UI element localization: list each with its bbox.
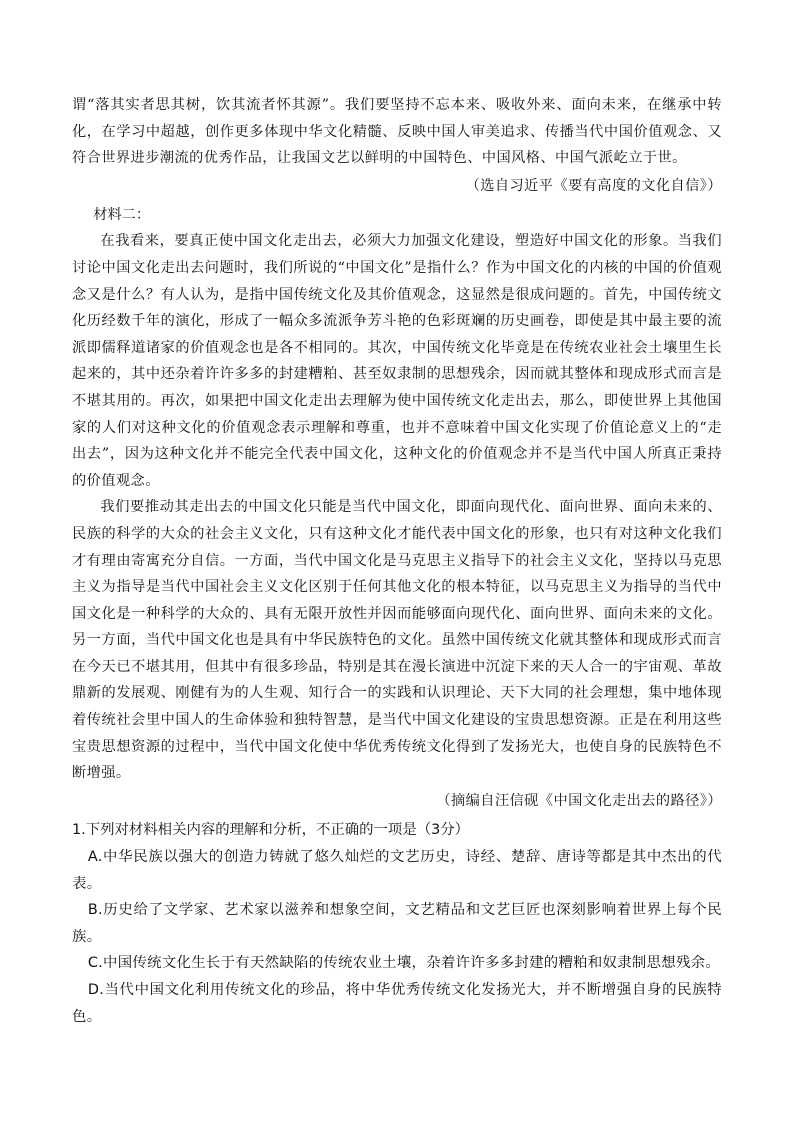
option-c: C.中国传统文化生长于有天然缺陷的传统农业土壤，杂着许许多多封建的糟粕和奴隶制思想残余。 bbox=[87, 955, 721, 972]
material-two-paragraph-1: 在我看来，要真正使中国文化走出去，必须大力加强文化建设，塑造好中国文化的形象。当我们讨论中国文化走出去问题时，我们所说的“中国文化”是指什么？作为中国文化的内核的中国的价值观念又是什么？有人认为，是指中国传统文化及其价值观念，这显然是很成问题的。首先，中国传统文化历经数千年的演化，形成了一幅众多流派争芳斗艳的色彩斑斓的历史画卷，即使是其中最主要的流派即儒释道诸家的价值观念也是各不相同的。其次，中国传统文化毕竟是在传统农业社会土壤里生长起来的，其中还杂着许许多多的封建糟粕、甚至奴隶制的思想残余，因而就其整体和现成形式而言是不堪其用的。再次，如果把中国文化走出去理解为使中国传统文化走出去，那么，即使世界上其他国家的人们对这种文化的价值观念表示理解和尊重，也并不意味着中国文化实现了价值论意义上的“走出去”，因为这种文化并不能完全代表中国文化，这种文化的价值观念并不是当代中国人所真正秉持的价值观念。 bbox=[72, 233, 722, 489]
question-stem: 1.下列对材料相关内容的理解和分析，不正确的一项是（3分） bbox=[72, 822, 470, 839]
material-two-heading: 材料二： bbox=[93, 207, 151, 224]
question-1 bbox=[72, 817, 722, 1030]
exam-page bbox=[72, 92, 722, 1030]
material-one-source: （选自习近平《要有高度的文化自信》） bbox=[465, 177, 722, 194]
material-one-tail: 谓“落其实者思其树，饮其流者怀其源”。我们要坚持不忘本来、吸收外来、面向未来，在继承中转化，在学习中超越，创作更多体现中华文化精髓、反映中国人审美追求、传播当代中国价值观念、又符合世界进步潮流的优秀作品，让我国文艺以鲜明的中国特色、中国风格、中国气派屹立于世。 bbox=[72, 97, 722, 167]
material-two-source: （摘编自汪信砚《中国文化走出去的路径》） bbox=[436, 792, 722, 809]
option-b: B.历史给了文学家、艺术家以滋养和想象空间，文艺精品和文艺巨匠也深刻影响着世界上每个民族。 bbox=[72, 902, 722, 945]
option-a: A.中华民族以强大的创造力铸就了悠久灿烂的文艺历史，诗经、楚辞、唐诗等都是其中杰出的代表。 bbox=[72, 849, 722, 892]
material-two-paragraph-2: 我们要推动其走出去的中国文化只能是当代中国文化，即面向现代化、面向世界、面向未来的、民族的科学的大众的社会主义文化，只有这种文化才能代表中国文化的形象，也只有对这种文化我们才有理由寄寓充分自信。一方面，当代中国文化是马克思主义指导下的社会主义文化，坚持以马克思主义为指导是当代中国社会主义文化区别于任何其他文化的根本特征，以马克思主义为指导的当代中国文化是一种科学的大众的、具有无限开放性并因而能够面向现代化、面向世界、面向未来的文化。另一方面，当代中国文化也是具有中华民族特色的文化。虽然中国传统文化就其整体和现成形式而言在今天已不堪其用，但其中有很多珍品，特别是其在漫长演进中沉淀下来的天人合一的宇宙观、革故鼎新的发展观、刚健有为的人生观、知行合一的实践和认识理论、天下大同的社会理想，集中地体现着传统社会里中国人的生命体验和独特智慧，是当代中国文化建设的宝贵思想资源。正是在利用这些宝贵思想资源的过程中，当代中国文化使中华优秀传统文化得到了发扬光大，也使自身的民族特色不断增强。 bbox=[72, 499, 722, 782]
option-d: D.当代中国文化利用传统文化的珍品，将中华优秀传统文化发扬光大，并不断增强自身的民族特色。 bbox=[72, 982, 722, 1025]
